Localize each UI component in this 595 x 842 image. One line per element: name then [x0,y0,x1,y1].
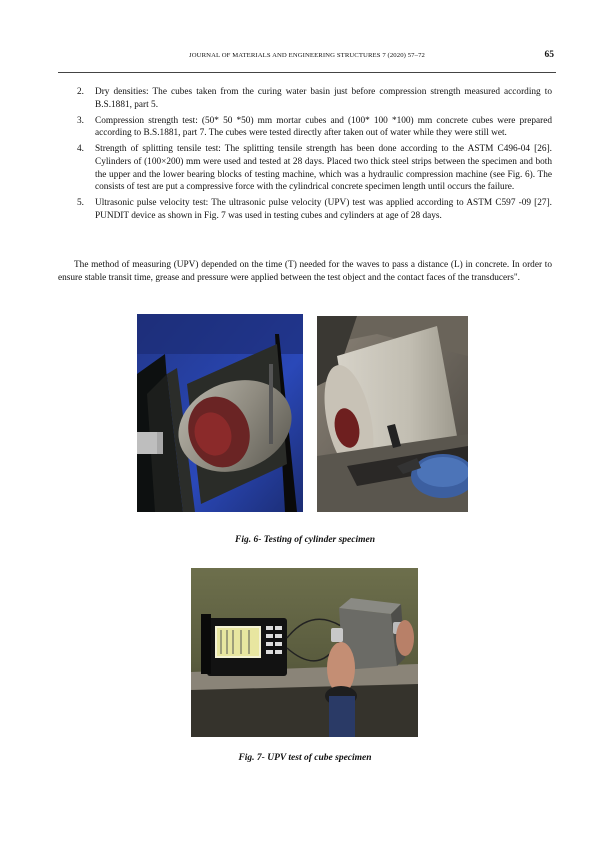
list-item [58,143,552,194]
cylinder-test-photo [137,314,303,512]
page-number: 65 [544,50,554,60]
figure6-caption: Fig. 6- Testing of cylinder specimen [234,535,376,545]
list-number: 3. [77,115,84,126]
figure6-photo-right [317,316,468,512]
list-number: 2. [77,87,84,97]
test-list [58,86,552,226]
upv-test-photo [191,568,418,737]
journal-title: JOURNAL OF MATERIALS AND ENGINEERING STRUCTURES 7 (2020) 57–72 [189,52,425,59]
body-paragraph: The method of measuring (UPV) depended on the time (T) needed for the waves to pass a distance (L) in concrete. In order to ensure stable transit time, grease and pressure were applied between the test object and the contact faces of the transducers". [58,260,552,283]
figure7-caption: Fig. 7- UPV test of cube specimen [238,753,372,763]
page-header [58,50,556,66]
cylinder-specimen-photo [317,316,468,512]
list-item [58,115,552,140]
list-text: Dry densities: The cubes taken from the curing water basin just before compression strength measured according to B.S.1881, part 5. [95,87,552,110]
list-number: 5. [77,198,84,209]
list-item [58,197,552,222]
list-item [58,86,552,111]
header-rule [58,72,556,73]
list-number: 4. [77,144,84,155]
list-text: Ultrasonic pulse velocity test: The ultrasonic pulse velocity (UPV) test was applied according to ASTM C597 -09 [27]. PUNDIT device as shown in Fig. 7 was used in testing cubes and cylinders at age of 28 days. [95,198,552,221]
list-text: Compression strength test: (50* 50 *50) mm mortar cubes and (100* 100 *100) mm concrete cubes were prepared according to B.S.1881, part 7. The cubes were tested directly after taken out of water while they were still wet. [95,115,552,139]
figure7-photo [191,568,418,737]
list-text: Strength of splitting tensile test: The splitting tensile strength has been done according to the ASTM C496-04 [26]. Cylinders of (100×200) mm were used and tested at 28 days. Placed two thick steel strips between the specimen and both the upper and the lower bearing blocks of testing machine, which was a hydraulic compression machine (see Fig. 6). The consists of test are put a compressive force with the cylindrical concrete specimen length until occurs the failure. [95,144,552,193]
figure6-photo-left [137,314,303,512]
